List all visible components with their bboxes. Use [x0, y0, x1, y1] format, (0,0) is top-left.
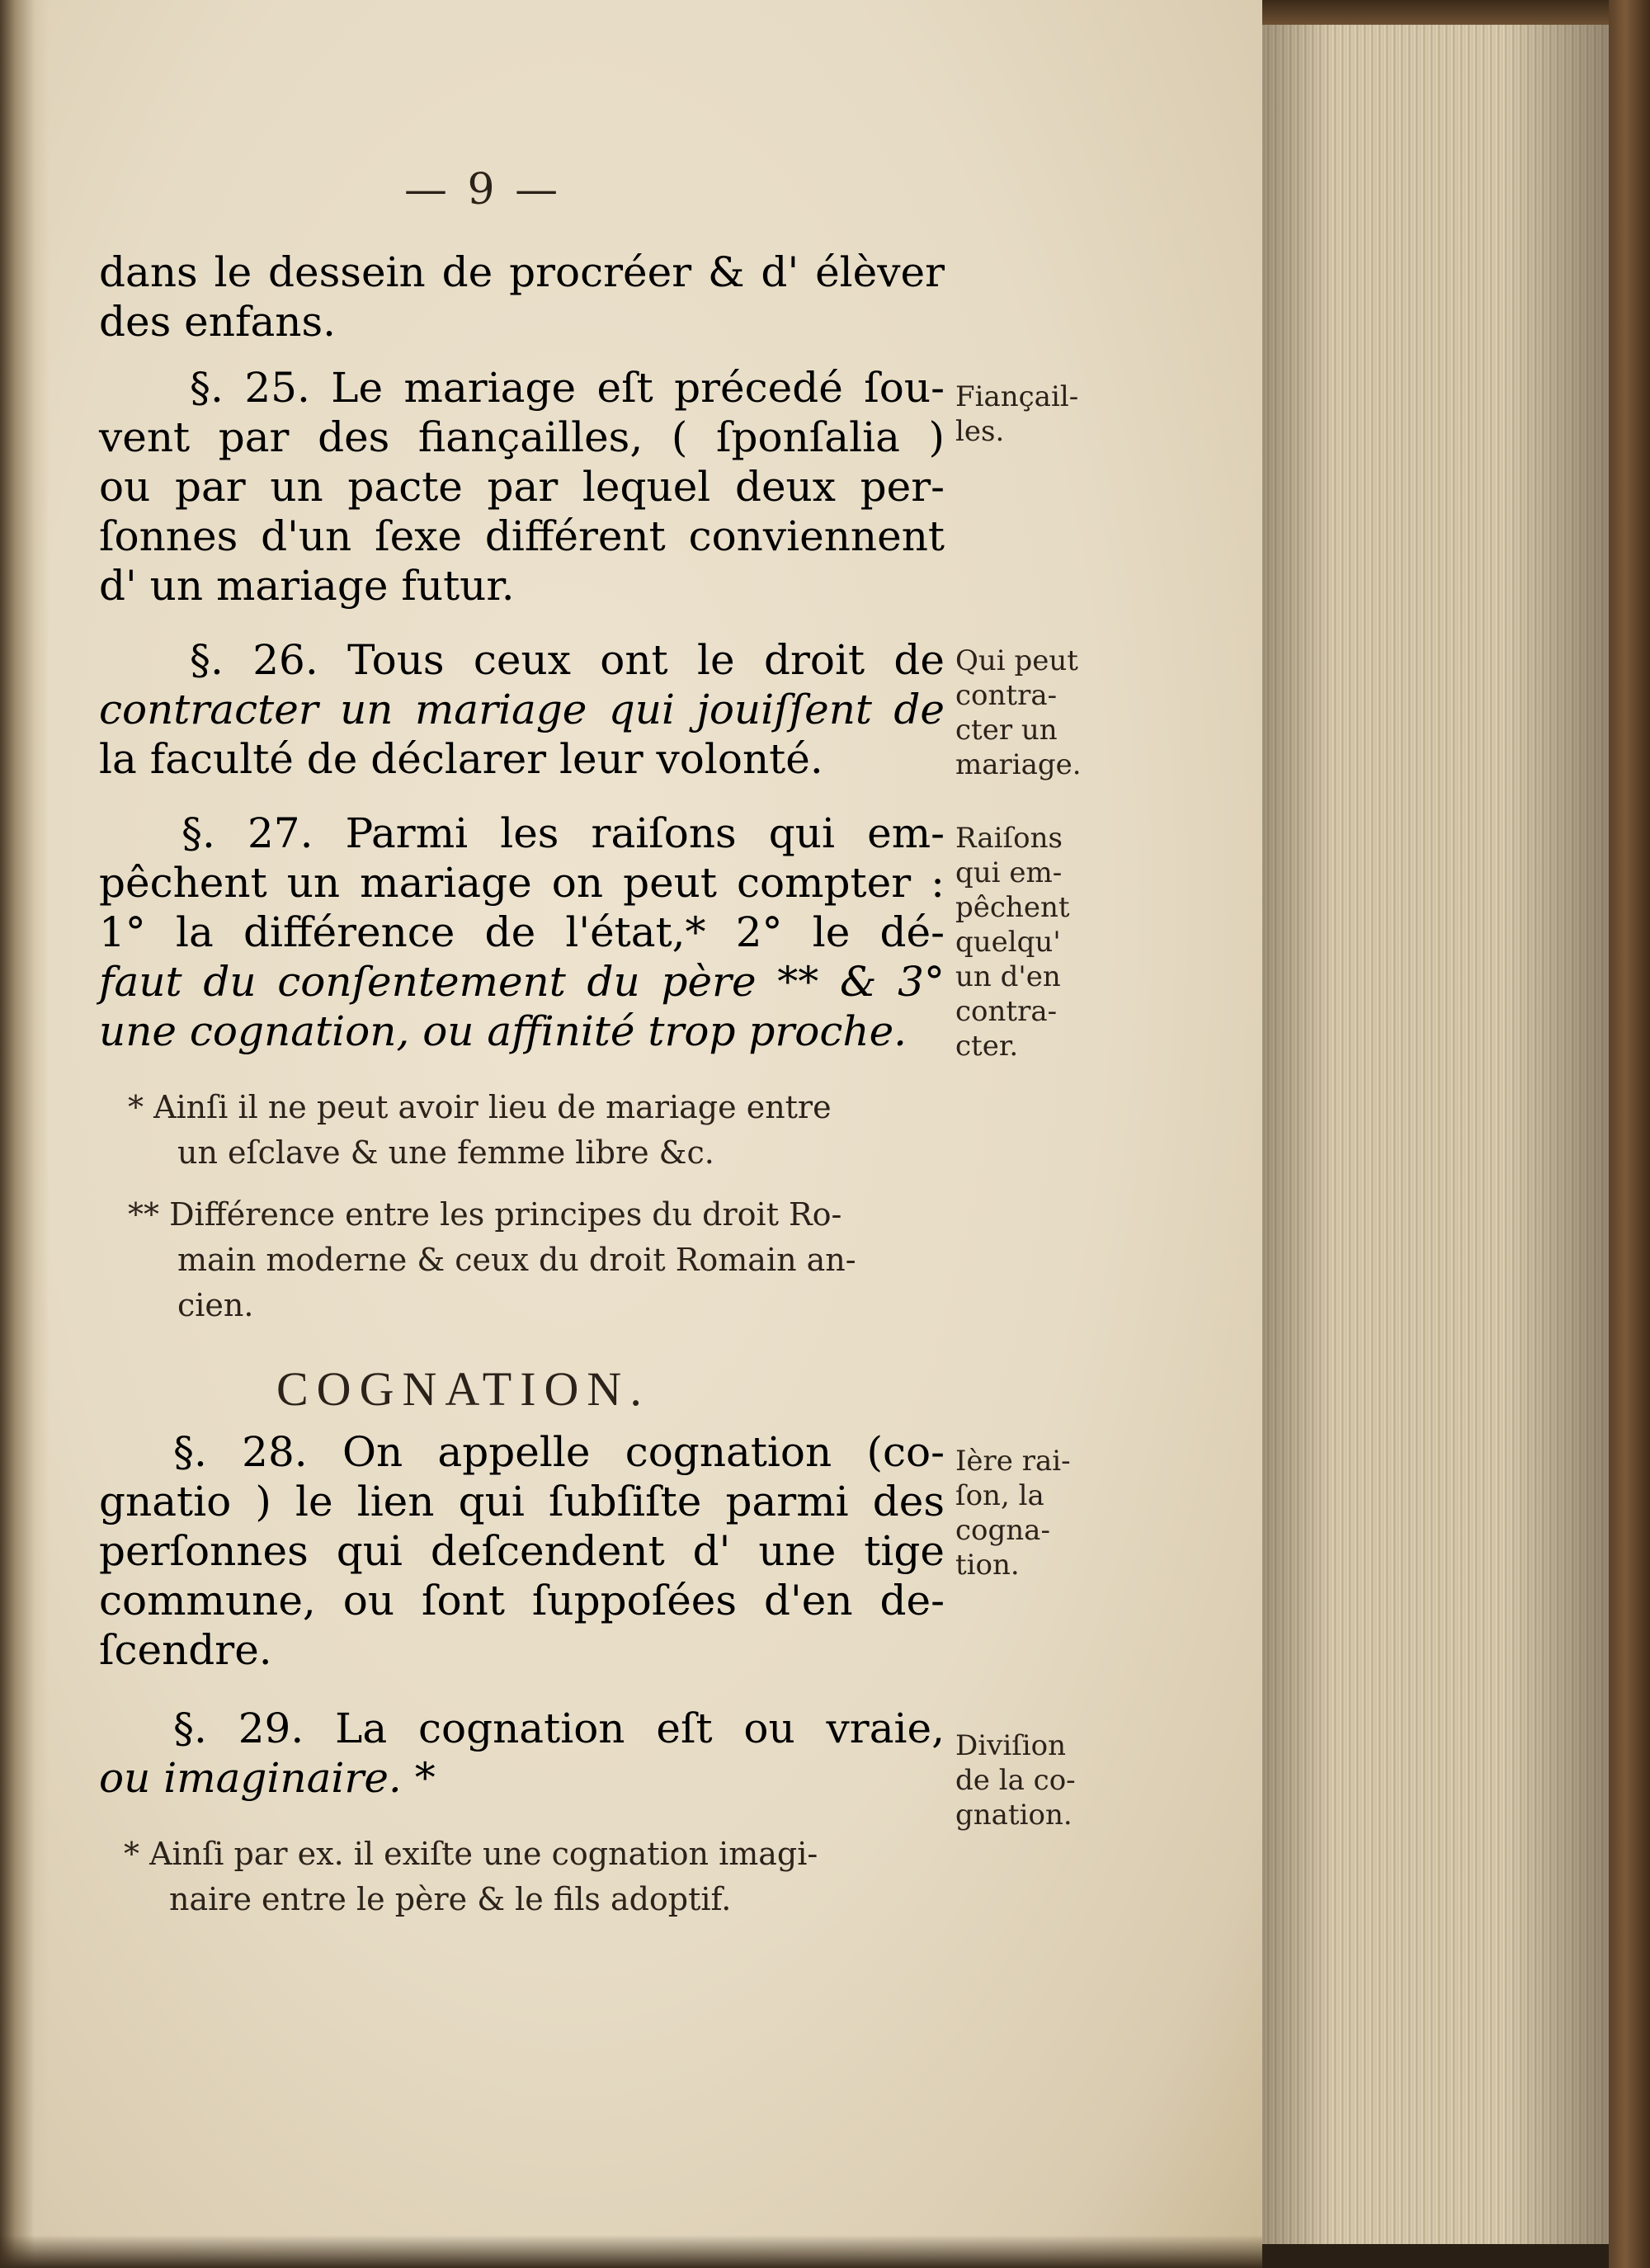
text-line: §. 27. Parmi les raiſons qui em- [182, 809, 945, 857]
text-line: la faculté de déclarer leur volonté. [99, 735, 823, 783]
text-line: commune, ou ſont ſuppoſées d'en de- [99, 1577, 945, 1624]
margin-note-line: de la co- [955, 1764, 1076, 1797]
section-25 [99, 363, 945, 611]
text-line: perſonnes qui deſcendent d' une tige [99, 1527, 945, 1575]
footnote-line: naire entre le père & le fils adoptif. [169, 1881, 732, 1917]
book-cover-edge [1609, 0, 1650, 2268]
margin-note-qui-peut-contracter [955, 644, 1082, 782]
margin-note-line: ſon, la [955, 1479, 1044, 1512]
text-line: ou par un pacte par lequel deux per- [99, 463, 945, 511]
margin-note-line: les. [955, 415, 1005, 448]
section-28 [99, 1427, 945, 1675]
text-line: contracter un mariage qui jouiſſent de [99, 686, 945, 733]
margin-note-line: contra- [955, 995, 1058, 1028]
margin-note-cognation [955, 1444, 1071, 1582]
text-line: §. 25. Le mariage eſt précedé ſou- [190, 364, 945, 412]
margin-note-line: cter un [955, 714, 1058, 747]
section-27 [99, 809, 945, 1056]
margin-note-line: cter. [955, 1030, 1019, 1063]
footnote-27-a [128, 1085, 832, 1176]
margin-note-line: mariage. [955, 748, 1082, 781]
page-gutter [0, 0, 50, 2268]
text-line: une cognation, ou affinité trop proche. [99, 1007, 908, 1055]
text-line: dans le dessein de procréer & d' élèver [99, 248, 945, 296]
margin-note-line: Qui peut [955, 644, 1078, 677]
text-line: §. 26. Tous ceux ont le droit de [190, 636, 945, 684]
margin-note-line: un d'en [955, 960, 1061, 993]
margin-note-line: Fiançail- [955, 380, 1079, 413]
margin-note-line: tion. [955, 1549, 1020, 1582]
footnote-line: main moderne & ceux du droit Romain an- [177, 1242, 856, 1278]
footnote-line: un eſclave & une femme libre &c. [177, 1134, 714, 1171]
text-line: vent par des fiançailles, ( ſponſalia ) [99, 413, 945, 461]
page-bottom-shadow [0, 2235, 1262, 2268]
footnote-line: * Ainſi il ne peut avoir lieu de mariage entre [128, 1089, 832, 1125]
text-line: ſonnes d'un ſexe différent conviennent [99, 512, 945, 560]
section-29 [99, 1704, 945, 1803]
book-cover-top-edge [1238, 0, 1650, 25]
margin-note-line: Diviſion [955, 1729, 1067, 1762]
text-line: §. 28. On appelle cognation (co- [173, 1428, 945, 1476]
text-line: gnatio ) le lien qui ſubſiſte parmi des [99, 1478, 945, 1525]
footnote-line: ** Différence entre les principes du droit Ro- [128, 1196, 842, 1233]
text-line: 1° la différence de l'état,* 2° le dé- [99, 908, 945, 956]
footnote-29 [124, 1832, 818, 1922]
margin-note-division [955, 1728, 1076, 1832]
footnote-line: * Ainſi par ex. il exiſte une cognation imagi- [124, 1836, 818, 1872]
margin-note-line: qui em- [955, 856, 1063, 889]
text-line: pêchent un mariage on peut compter : [99, 859, 945, 907]
footnote-27-b [128, 1192, 856, 1328]
opening-paragraph [99, 248, 945, 347]
fore-edge-shade [1262, 25, 1609, 2244]
text-line: ou imaginaire. * [99, 1754, 436, 1802]
margin-note-line: pêchent [955, 891, 1070, 924]
section-heading-cognation: COGNATION. [276, 1362, 650, 1416]
page-number-header: — 9 — [404, 165, 562, 215]
margin-note-raisons [955, 821, 1070, 1063]
margin-note-line: Ière rai- [955, 1445, 1071, 1478]
text-line: faut du conſentement du père ** & 3° [99, 958, 945, 1006]
text-line: §. 29. La cognation eſt ou vraie, [173, 1705, 945, 1752]
margin-note-line: gnation. [955, 1799, 1072, 1832]
margin-note-line: Raiſons [955, 822, 1063, 855]
margin-note-fiancailles [955, 380, 1078, 449]
margin-note-line: cogna- [955, 1514, 1050, 1547]
margin-note-line: quelqu' [955, 926, 1061, 959]
section-26 [99, 635, 945, 784]
text-line: ſcendre. [99, 1626, 272, 1674]
text-line: des enfans. [99, 298, 337, 346]
margin-note-line: contra- [955, 679, 1058, 712]
text-line: d' un mariage futur. [99, 562, 515, 610]
footnote-line: cien. [177, 1287, 254, 1323]
